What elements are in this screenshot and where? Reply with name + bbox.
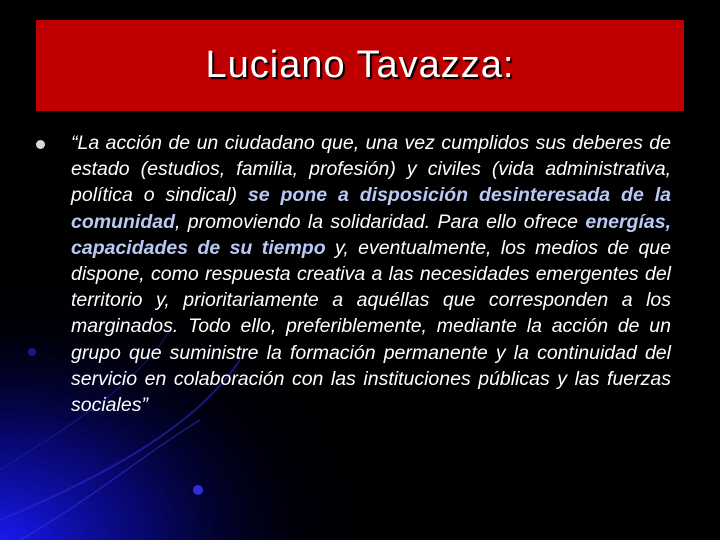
bullet-dot <box>36 140 45 149</box>
quote-highlight-1: se pone a disposición desinteresada de la comunidad <box>71 184 671 233</box>
quote-body <box>71 130 671 418</box>
quote-text-part-3: y, eventualmente, los medios de que dispone, como respuesta creativa a las necesidades emergentes del territorio y, prioritariamente a aquéllas que corresponden a los marginados. Todo ello, preferiblemente, mediante la acción de un grupo que suministre la formación permanente y la continuidad del servicio en colaboración con las instituciones públicas y las fuerzas sociales” <box>71 236 671 417</box>
slide-title: Luciano Tavazza: <box>205 44 515 86</box>
quote-text-part-1: “La acción de un ciudadano que, una vez cumplidos sus deberes de estado (estudios, familia, profesión) y civiles (vida administrativa, política o sindical) <box>71 132 671 207</box>
quote-highlight-2: energías, capacidades de su tiempo <box>71 210 671 259</box>
title-bar <box>36 20 684 111</box>
quote-text-part-2: , promoviendo la solidaridad. Para ello ofrece <box>175 210 586 233</box>
